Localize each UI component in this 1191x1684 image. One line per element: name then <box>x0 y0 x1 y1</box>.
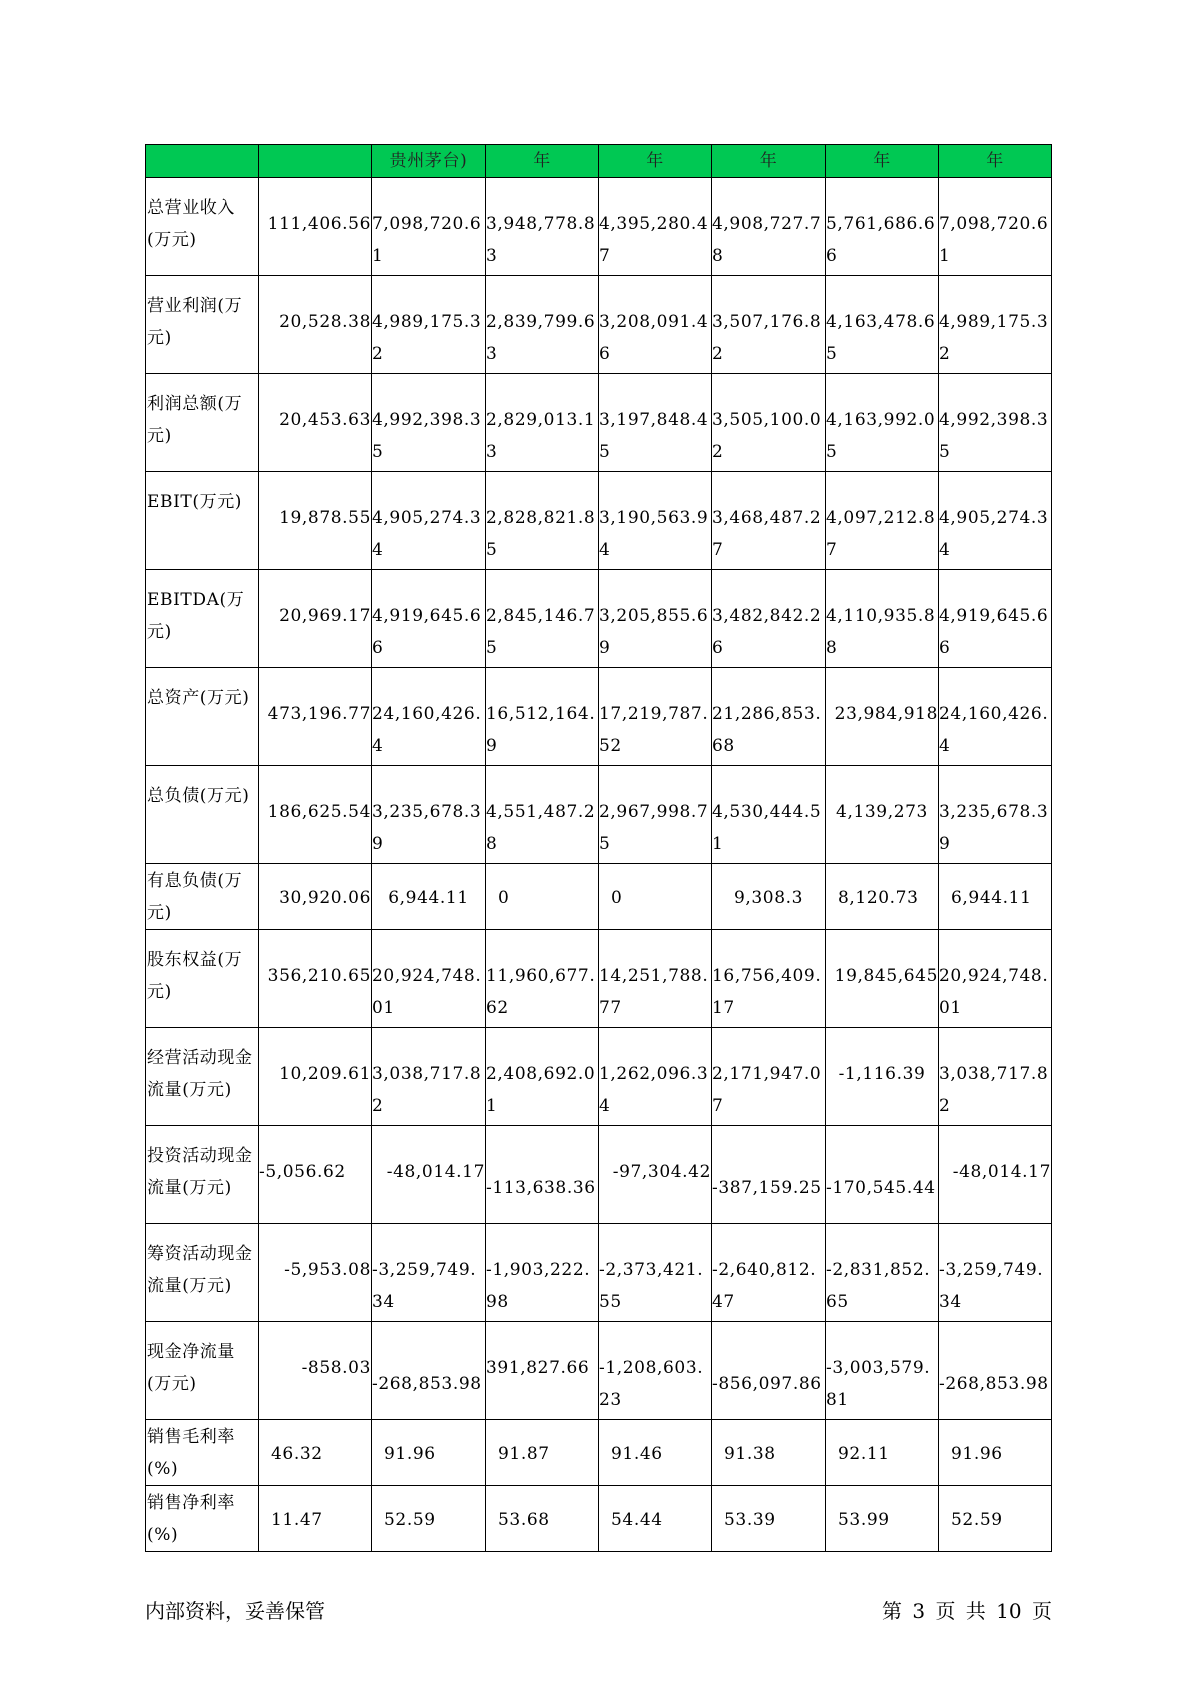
row-label: 销售毛利率(%) <box>146 1420 259 1486</box>
value-cell: 4,551,487.28 <box>486 766 599 864</box>
value-cell: 3,948,778.83 <box>486 178 599 276</box>
row-label: 投资活动现金流量(万元) <box>146 1126 259 1224</box>
row-label: 利润总额(万元) <box>146 374 259 472</box>
value-cell: 4,992,398.35 <box>372 374 486 472</box>
value-cell: -5,056.62 <box>259 1126 372 1224</box>
value-cell: 3,190,563.94 <box>599 472 712 570</box>
value-cell: 8,120.73 <box>826 864 939 930</box>
value-cell: 3,038,717.82 <box>939 1028 1052 1126</box>
value-cell: 21,286,853.68 <box>712 668 826 766</box>
value-cell: 3,235,678.39 <box>939 766 1052 864</box>
value-cell: 6,944.11 <box>372 864 486 930</box>
value-cell: -3,003,579.81 <box>826 1322 939 1420</box>
value-cell: 4,919,645.66 <box>372 570 486 668</box>
value-cell: 4,110,935.88 <box>826 570 939 668</box>
value-cell: 91.38 <box>712 1420 826 1486</box>
table-row <box>146 668 1052 766</box>
value-cell: 23,984,918 <box>826 668 939 766</box>
value-cell: 3,507,176.82 <box>712 276 826 374</box>
value-cell: 2,171,947.07 <box>712 1028 826 1126</box>
table-row <box>146 1028 1052 1126</box>
footer-page-number: 第 3 页 共 10 页 <box>882 1599 1052 1623</box>
value-cell: 473,196.77 <box>259 668 372 766</box>
value-cell: 0 <box>599 864 712 930</box>
row-label: 总负债(万元) <box>146 766 259 864</box>
table-header-row <box>146 145 1052 178</box>
table-header-cell: 年 <box>712 145 826 178</box>
value-cell: 53.99 <box>826 1486 939 1552</box>
value-cell: -858.03 <box>259 1322 372 1420</box>
row-label: 总资产(万元) <box>146 668 259 766</box>
table-header-cell <box>259 145 372 178</box>
value-cell: 3,038,717.82 <box>372 1028 486 1126</box>
row-label: EBITDA(万元) <box>146 570 259 668</box>
table-row <box>146 930 1052 1028</box>
table-header-cell: 年 <box>939 145 1052 178</box>
value-cell: 5,761,686.66 <box>826 178 939 276</box>
value-cell: -5,953.08 <box>259 1224 372 1322</box>
table-row <box>146 374 1052 472</box>
table-row <box>146 178 1052 276</box>
value-cell: 4,097,212.87 <box>826 472 939 570</box>
row-label: 现金净流量(万元) <box>146 1322 259 1420</box>
footer-confidential-note: 内部资料，妥善保管 <box>145 1599 325 1623</box>
value-cell: -2,373,421.55 <box>599 1224 712 1322</box>
value-cell: 7,098,720.61 <box>372 178 486 276</box>
value-cell: -2,640,812.47 <box>712 1224 826 1322</box>
value-cell: -48,014.17 <box>939 1126 1052 1224</box>
row-label: 总营业收入(万元) <box>146 178 259 276</box>
value-cell: 4,919,645.66 <box>939 570 1052 668</box>
value-cell: 10,209.61 <box>259 1028 372 1126</box>
value-cell: 4,530,444.51 <box>712 766 826 864</box>
value-cell: 9,308.3 <box>712 864 826 930</box>
value-cell: 4,139,273 <box>826 766 939 864</box>
table-header-cell: 贵州茅台) <box>372 145 486 178</box>
value-cell: -856,097.86 <box>712 1322 826 1420</box>
value-cell: -1,208,603.23 <box>599 1322 712 1420</box>
table-row <box>146 864 1052 930</box>
value-cell: 3,197,848.45 <box>599 374 712 472</box>
table-row <box>146 570 1052 668</box>
value-cell: 111,406.56 <box>259 178 372 276</box>
row-label: 经营活动现金流量(万元) <box>146 1028 259 1126</box>
value-cell: 20,969.17 <box>259 570 372 668</box>
value-cell: 16,756,409.17 <box>712 930 826 1028</box>
value-cell: -1,903,222.98 <box>486 1224 599 1322</box>
table-row <box>146 1126 1052 1224</box>
value-cell: -268,853.98 <box>372 1322 486 1420</box>
value-cell: 6,944.11 <box>939 864 1052 930</box>
value-cell: 4,395,280.47 <box>599 178 712 276</box>
value-cell: 19,878.55 <box>259 472 372 570</box>
value-cell: 19,845,645 <box>826 930 939 1028</box>
value-cell: -97,304.42 <box>599 1126 712 1224</box>
value-cell: -3,259,749.34 <box>372 1224 486 1322</box>
table-header-cell: 年 <box>486 145 599 178</box>
value-cell: 3,235,678.39 <box>372 766 486 864</box>
row-label: 筹资活动现金流量(万元) <box>146 1224 259 1322</box>
value-cell: 3,208,091.46 <box>599 276 712 374</box>
value-cell: 0 <box>486 864 599 930</box>
value-cell: -113,638.36 <box>486 1126 599 1224</box>
table-row <box>146 1486 1052 1552</box>
value-cell: 20,924,748.01 <box>372 930 486 1028</box>
value-cell: 391,827.66 <box>486 1322 599 1420</box>
value-cell: 2,839,799.63 <box>486 276 599 374</box>
value-cell: 186,625.54 <box>259 766 372 864</box>
value-cell: 14,251,788.77 <box>599 930 712 1028</box>
value-cell: 4,989,175.32 <box>939 276 1052 374</box>
table-header-cell: 年 <box>599 145 712 178</box>
value-cell: -1,116.39 <box>826 1028 939 1126</box>
table-row <box>146 1322 1052 1420</box>
value-cell: 91.96 <box>372 1420 486 1486</box>
row-label: 有息负债(万元) <box>146 864 259 930</box>
value-cell: 91.87 <box>486 1420 599 1486</box>
value-cell: 3,205,855.69 <box>599 570 712 668</box>
value-cell: 53.39 <box>712 1486 826 1552</box>
row-label: 销售净利率(%) <box>146 1486 259 1552</box>
value-cell: 4,163,992.05 <box>826 374 939 472</box>
value-cell: -170,545.44 <box>826 1126 939 1224</box>
value-cell: 2,845,146.75 <box>486 570 599 668</box>
table-row <box>146 276 1052 374</box>
value-cell: 3,482,842.26 <box>712 570 826 668</box>
value-cell: 20,453.63 <box>259 374 372 472</box>
row-label: 股东权益(万元) <box>146 930 259 1028</box>
value-cell: -48,014.17 <box>372 1126 486 1224</box>
value-cell: 24,160,426.4 <box>372 668 486 766</box>
table-header-cell: 年 <box>826 145 939 178</box>
value-cell: 4,989,175.32 <box>372 276 486 374</box>
value-cell: 54.44 <box>599 1486 712 1552</box>
value-cell: 7,098,720.61 <box>939 178 1052 276</box>
value-cell: 4,905,274.34 <box>939 472 1052 570</box>
table-row <box>146 1224 1052 1322</box>
table-row <box>146 766 1052 864</box>
value-cell: 2,408,692.01 <box>486 1028 599 1126</box>
table-row <box>146 472 1052 570</box>
row-label: 营业利润(万元) <box>146 276 259 374</box>
value-cell: 52.59 <box>372 1486 486 1552</box>
value-cell: 92.11 <box>826 1420 939 1486</box>
value-cell: 2,967,998.75 <box>599 766 712 864</box>
value-cell: 2,828,821.85 <box>486 472 599 570</box>
value-cell: 30,920.06 <box>259 864 372 930</box>
value-cell: 20,528.38 <box>259 276 372 374</box>
value-cell: 91.96 <box>939 1420 1052 1486</box>
value-cell: -3,259,749.34 <box>939 1224 1052 1322</box>
financial-data-table <box>145 144 1052 1552</box>
value-cell: 20,924,748.01 <box>939 930 1052 1028</box>
value-cell: -268,853.98 <box>939 1322 1052 1420</box>
value-cell: 356,210.65 <box>259 930 372 1028</box>
value-cell: 53.68 <box>486 1486 599 1552</box>
value-cell: -387,159.25 <box>712 1126 826 1224</box>
value-cell: 4,163,478.65 <box>826 276 939 374</box>
value-cell: 4,992,398.35 <box>939 374 1052 472</box>
row-label: EBIT(万元) <box>146 472 259 570</box>
value-cell: 3,468,487.27 <box>712 472 826 570</box>
value-cell: 46.32 <box>259 1420 372 1486</box>
value-cell: 91.46 <box>599 1420 712 1486</box>
value-cell: 24,160,426.4 <box>939 668 1052 766</box>
table-row <box>146 1420 1052 1486</box>
value-cell: 4,905,274.34 <box>372 472 486 570</box>
value-cell: 1,262,096.34 <box>599 1028 712 1126</box>
value-cell: 2,829,013.13 <box>486 374 599 472</box>
value-cell: 52.59 <box>939 1486 1052 1552</box>
value-cell: 17,219,787.52 <box>599 668 712 766</box>
table-header-cell <box>146 145 259 178</box>
value-cell: 11.47 <box>259 1486 372 1552</box>
value-cell: 11,960,677.62 <box>486 930 599 1028</box>
value-cell: 16,512,164.9 <box>486 668 599 766</box>
value-cell: 4,908,727.78 <box>712 178 826 276</box>
value-cell: 3,505,100.02 <box>712 374 826 472</box>
value-cell: -2,831,852.65 <box>826 1224 939 1322</box>
